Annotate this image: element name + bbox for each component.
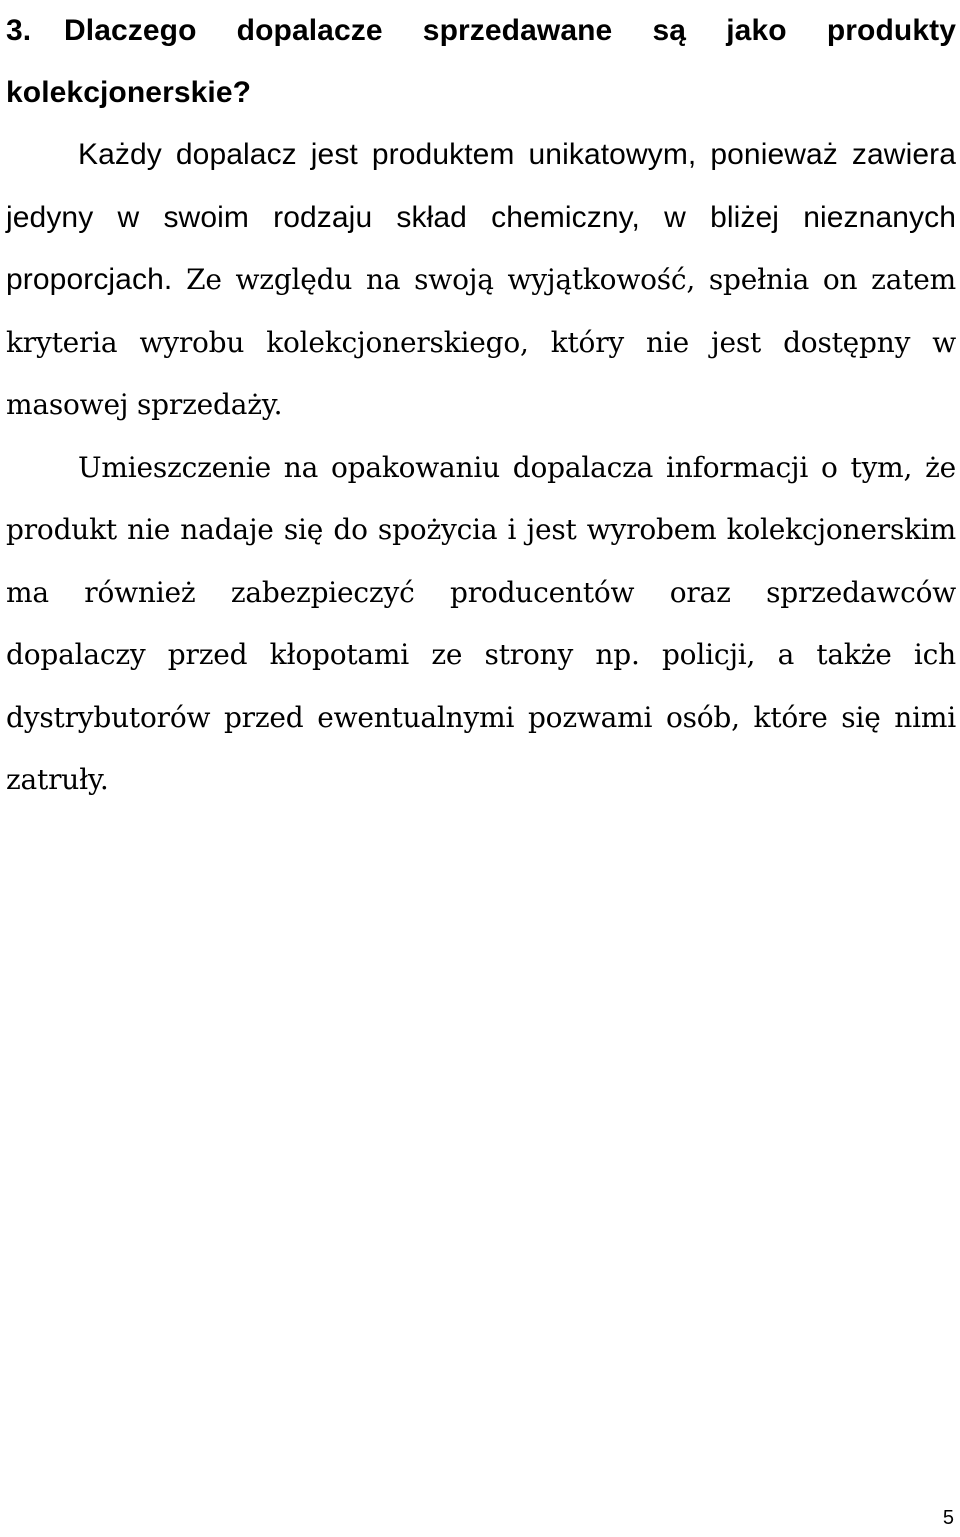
paragraph-1 — [6, 124, 956, 437]
document-page — [6, 0, 956, 812]
paragraph-1-rest: Ze względu na swoją wyjątkowość, spełnia on zatem kryteria wyrobu kolekcjonerskiego, który nie jest dostępny w masowej sprzedaży. — [6, 263, 956, 421]
section-title: Dlaczego dopalacze sprzedawane są jako produkty kolekcjonerskie? — [6, 14, 956, 109]
section-heading — [6, 0, 956, 124]
section-number: 3. — [6, 14, 32, 47]
paragraph-2: Umieszczenie na opakowaniu dopalacza informacji o tym, że produkt nie nadaje się do spożycia i jest wyrobem kolekcjonerskim ma również zabezpieczyć producentów oraz sprzedawców dopalaczy przed kłopotami ze strony np. policji, a także ich dystrybutorów przed ewentualnymi pozwami osób, które się nimi zatruły. — [6, 450, 956, 796]
paragraph-1-lead: Każdy dopalacz jest produktem unikatowym, ponieważ zawiera jedyny w swoim rodzaju skład chemiczny, w bliżej nieznanych proporcjach. — [6, 138, 956, 296]
page-number: 5 — [942, 1507, 954, 1529]
